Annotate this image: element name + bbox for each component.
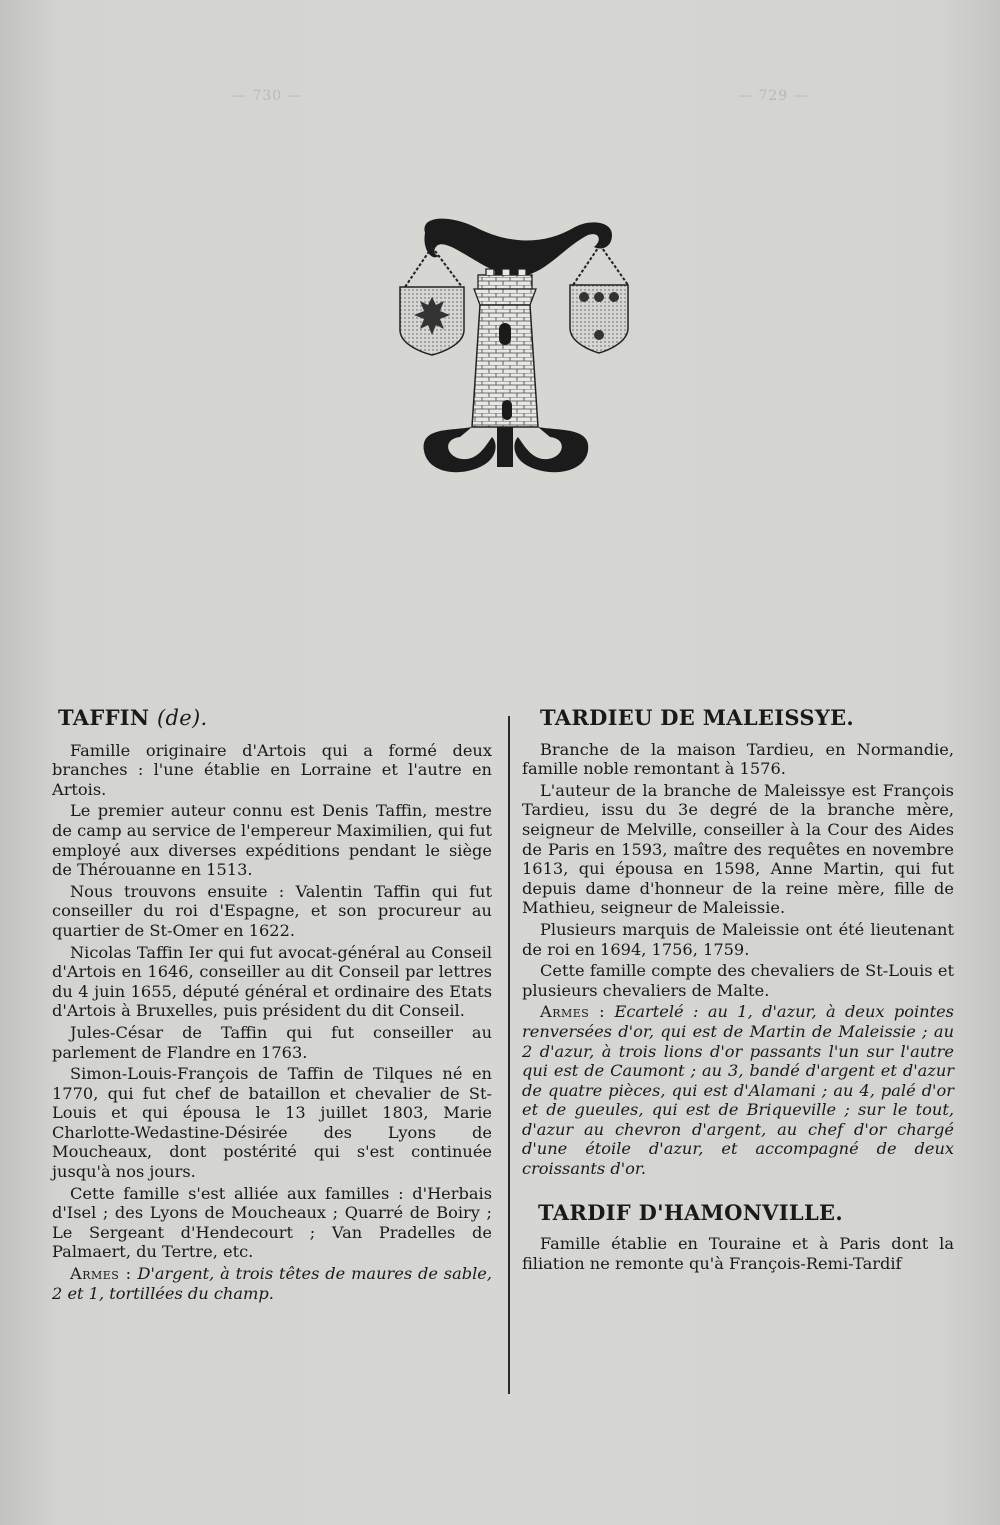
taffin-heading xyxy=(58,705,492,730)
tardieu-arms xyxy=(522,1002,954,1178)
taffin-arms xyxy=(52,1264,492,1303)
tardieu-arms-label: Armes : xyxy=(540,1002,606,1022)
tardif-paragraph: Famille établie en Touraine et à Paris dont la filiation ne remonte qu'à François-Remi-Tardif xyxy=(522,1234,954,1273)
right-column xyxy=(522,705,954,1275)
taffin-paragraph-6: Simon-Louis-François de Taffin de Tilques né en 1770, qui fut chef de bataillon et chevalier de St-Louis et qui épousa le 13 juillet 1803, Marie Charlotte-Wedastine-Désirée des Lyons de Moucheaux, dont postérité qui s'est continuée jusqu'à nos jours. xyxy=(52,1064,492,1182)
tardif-heading: TARDIF D'HAMONVILLE. xyxy=(538,1199,843,1225)
tardieu-paragraph-3: Plusieurs marquis de Maleissie ont été lieutenant de roi en 1694, 1756, 1759. xyxy=(522,919,954,959)
taffin-paragraph-4: Nicolas Taffin Ier qui fut avocat-général au Conseil d'Artois en 1646, conseiller au dit Conseil par lettres du 4 juin 1655, député général et ordinaire des Etats d'Artois à Bruxelles, puis président du dit Conseil. xyxy=(52,942,492,1021)
heraldic-taffin-tower-emblem-icon xyxy=(380,205,630,505)
taffin-paragraph-1: Famille originaire d'Artois qui a formé deux branches : l'une établie en Lorraine et l'autre en Artois. xyxy=(52,740,492,799)
taffin-paragraph-3: Nous trouvons ensuite : Valentin Taffin qui fut conseiller du roi d'Espagne, et son procureur au quartier de St-Omer en 1622. xyxy=(52,881,492,940)
left-page-number: — 730 — xyxy=(232,88,303,104)
tardieu-arms-text: Ecartelé : au 1, d'azur, à deux pointes renversées d'or, qui est de Martin de Maleissie ; au 2 d'azur, à trois lions d'or passants l'un sur l'autre qui est de Caumont ; au 3, bandé d'argent et d'azur de quatre pièces, qui est d'Alamani ; au 4, palé d'or et de gueules, qui est de Briqueville ; sur le tout, d'azur au chevron d'argent, au chef d'or chargé d'une étoile d'azur, et accompagné de deux croissants d'or. xyxy=(522,1002,954,1179)
column-divider xyxy=(508,716,510,1394)
taffin-heading-name: TAFFIN xyxy=(58,705,150,730)
taffin-heading-particle: (de). xyxy=(157,706,208,730)
tardieu-paragraph-2: L'auteur de la branche de Maleissye est François Tardieu, issu du 3e degré de la branche mère, seigneur de Melville, conseiller à la Cour des Aides de Paris en 1593, maître des requêtes en novembre 1613, qui épousa en 1598, Anne Martin, qui fut depuis dame d'honneur de la reine mère, fille de Mathieu, seigneur de Maleissie. xyxy=(522,780,954,918)
left-column xyxy=(52,705,492,1305)
tardieu-heading: TARDIEU DE MALEISSYE. xyxy=(540,705,855,730)
taffin-arms-text: D'argent, à trois têtes de maures de sable, 2 et 1, tortillées du champ. xyxy=(52,1264,492,1303)
taffin-arms-label: Armes : xyxy=(70,1264,132,1284)
tardieu-paragraph-1: Branche de la maison Tardieu, en Normandie, famille noble remontant à 1576. xyxy=(522,739,954,779)
right-page-number: — 729 — xyxy=(738,88,809,104)
taffin-paragraph-2: Le premier auteur connu est Denis Taffin, mestre de camp au service de l'empereur Maximilien, qui fut employé aux diverses expéditions pendant le siège de Thérouanne en 1513. xyxy=(52,801,492,880)
tardieu-paragraph-4: Cette famille compte des chevaliers de St-Louis et plusieurs chevaliers de Malte. xyxy=(522,961,954,1000)
taffin-paragraph-7: Cette famille s'est alliée aux familles : d'Herbais d'Isel ; des Lyons de Moucheaux ; Quarré de Boiry ; Le Sergeant d'Hendecourt ; Van Pradelles de Palmaert, du Tertre, etc. xyxy=(52,1183,492,1262)
taffin-paragraph-5: Jules-César de Taffin qui fut conseiller au parlement de Flandre en 1763. xyxy=(52,1022,492,1062)
